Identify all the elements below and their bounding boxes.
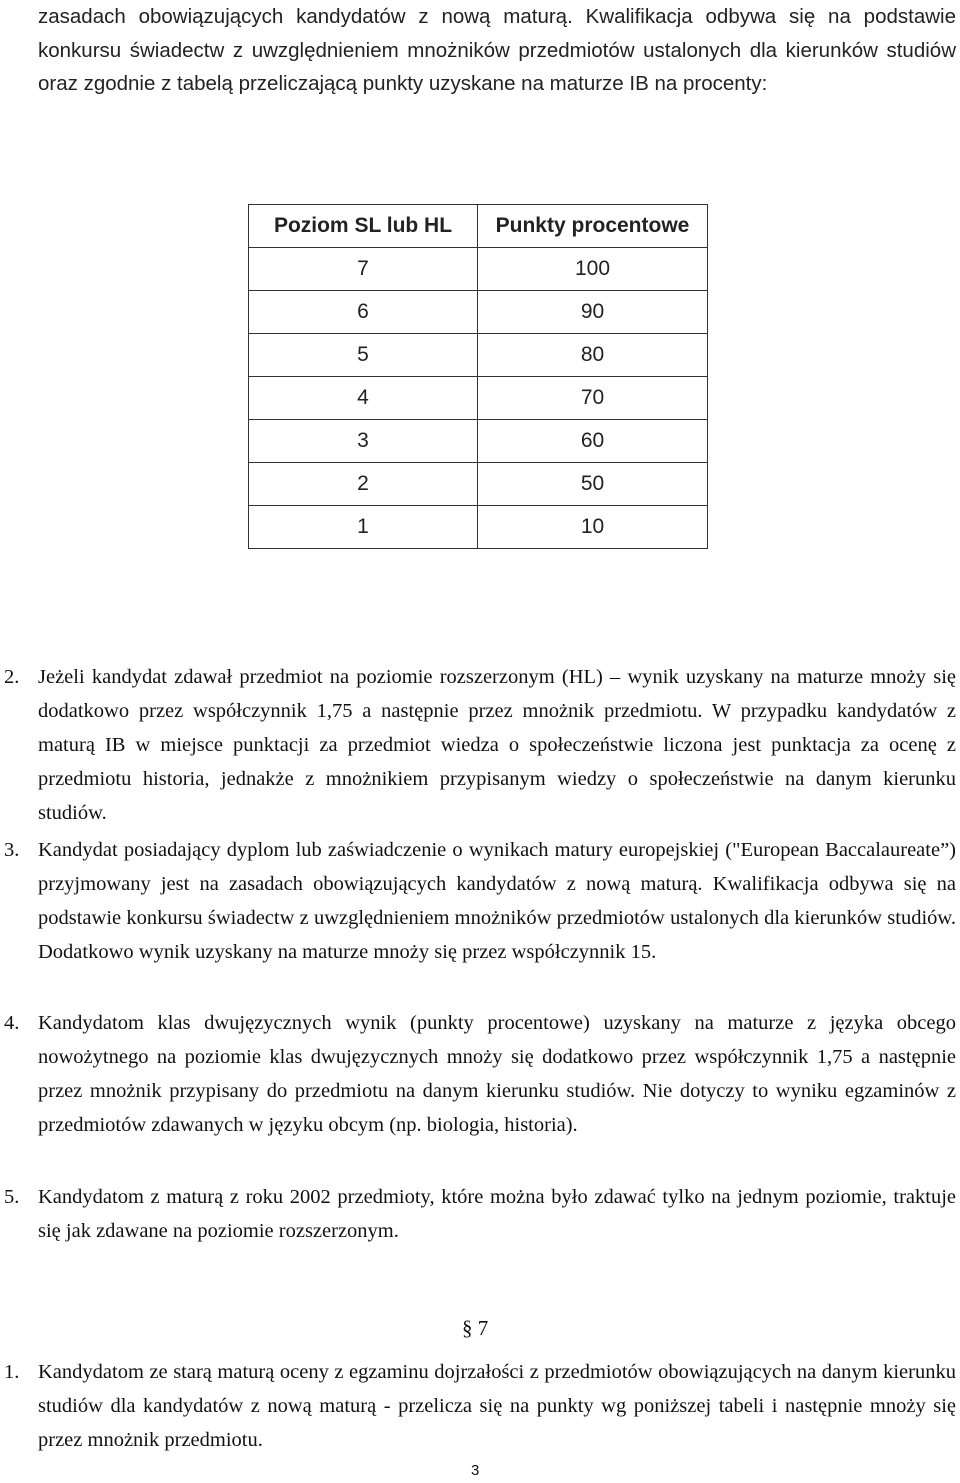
- ib-conversion-table: [248, 204, 708, 549]
- cell-percent: 100: [478, 248, 708, 291]
- list-item-text: Kandydat posiadający dyplom lub zaświadczenie o wynikach matury europejskiej ("European Baccalaureate”) przyjmowany jest na zasadach obowiązujących kandydatów z nową maturą. Kwalifikacja odbywa się na podstawie konkursu świadectw z uwzględnieniem mnożników przedmiotów ustalonych dla kierunków studiów. Dodatkowo wynik uzyskany na maturze mnoży się przez współczynnik 15.: [38, 839, 956, 963]
- list-item-text: Jeżeli kandydat zdawał przedmiot na poziomie rozszerzonym (HL) – wynik uzyskany na maturze mnoży się dodatkowo przez współczynnik 1,75 a następnie przez mnożnik przedmiotu. W przypadku kandydatów z maturą IB w miejsce punktacji za przedmiot wiedza o społeczeństwie liczona jest punktacja za ocenę z przedmiotu historia, jednakże z mnożnikiem przypisanym wiedzy o społeczeństwie na danym kierunku studiów.: [38, 666, 956, 824]
- header-percent: Punkty procentowe: [478, 205, 708, 248]
- list-item-number: 4.: [4, 1012, 20, 1034]
- table-row: [249, 506, 708, 549]
- cell-percent: 60: [478, 420, 708, 463]
- table-row: [249, 334, 708, 377]
- cell-percent: 10: [478, 506, 708, 549]
- page-number: 3: [471, 1462, 480, 1479]
- section-heading: § 7: [462, 1316, 489, 1340]
- table-row: [249, 291, 708, 334]
- cell-level: 4: [249, 377, 478, 420]
- list-item-number: 1.: [4, 1361, 20, 1383]
- cell-level: 6: [249, 291, 478, 334]
- list-item-number: 3.: [4, 839, 20, 861]
- cell-percent: 80: [478, 334, 708, 377]
- table-row: [249, 248, 708, 291]
- table-row: [249, 377, 708, 420]
- cell-percent: 90: [478, 291, 708, 334]
- table-header-row: [249, 205, 708, 248]
- table-row: [249, 420, 708, 463]
- list-item-text: Kandydatom z maturą z roku 2002 przedmioty, które można było zdawać tylko na jednym poziomie, traktuje się jak zdawane na poziomie rozszerzonym.: [38, 1186, 956, 1242]
- list-item-text: Kandydatom klas dwujęzycznych wynik (punkty procentowe) uzyskany na maturze z języka obcego nowożytnego na poziomie klas dwujęzycznych mnoży się dodatkowo przez współczynnik 1,75 a następnie przez mnożnik przypisany do przedmiotu na danym kierunku studiów. Nie dotyczy to wyniku egzaminów z przedmiotów zdawanych w języku obcym (np. biologia, historia).: [38, 1012, 956, 1136]
- cell-level: 5: [249, 334, 478, 377]
- list-item-number: 5.: [4, 1186, 20, 1208]
- header-level: Poziom SL lub HL: [249, 205, 478, 248]
- list-item-number: 2.: [4, 666, 20, 688]
- list-item-text: Kandydatom ze starą maturą oceny z egzaminu dojrzałości z przedmiotów obowiązujących na danym kierunku studiów dla kandydatów z nową maturą - przelicza się na punkty wg poniższej tabeli i następnie mnoży się przez mnożnik przedmiotu.: [38, 1361, 956, 1451]
- cell-level: 7: [249, 248, 478, 291]
- table-row: [249, 463, 708, 506]
- cell-level: 1: [249, 506, 478, 549]
- cell-level: 3: [249, 420, 478, 463]
- cell-percent: 50: [478, 463, 708, 506]
- cell-level: 2: [249, 463, 478, 506]
- cell-percent: 70: [478, 377, 708, 420]
- intro-paragraph: zasadach obowiązujących kandydatów z nową maturą. Kwalifikacja odbywa się na podstawie konkursu świadectw z uwzględnieniem mnożników przedmiotów ustalonych dla kierunków studiów oraz zgodnie z tabelą przeliczającą punkty uzyskane na maturze IB na procenty:: [38, 5, 956, 95]
